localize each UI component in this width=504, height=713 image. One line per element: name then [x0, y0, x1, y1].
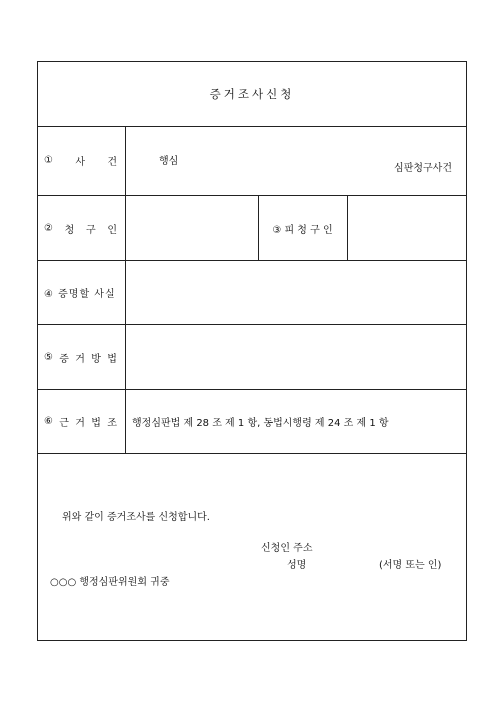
method-label-part-4: 법	[107, 353, 117, 365]
method-label	[38, 325, 126, 389]
case-name: 심판청구사건	[394, 163, 452, 174]
case-row	[38, 126, 466, 196]
declaration-statement: 위와 같이 증거조사를 신청합니다.	[62, 512, 210, 523]
case-label-part-1: 사	[75, 157, 85, 168]
claimant-label-number: ②	[44, 222, 53, 234]
respondent-value[interactable]	[347, 196, 466, 260]
form-title: 증거조사신청	[209, 87, 295, 101]
basis-label-part-1: 근	[59, 418, 69, 429]
respondent-label: ③ 피 청 구 인	[272, 224, 333, 236]
basis-label	[38, 390, 126, 453]
claimant-label-part-3: 인	[107, 224, 117, 236]
case-value[interactable]	[126, 126, 466, 195]
method-label-part-2: 거	[75, 353, 85, 365]
signature-seal-label: (서명 또는 인)	[379, 560, 442, 571]
method-row	[38, 325, 466, 390]
facts-value[interactable]	[126, 261, 466, 324]
case-type: 행심	[159, 156, 179, 167]
case-label	[38, 126, 126, 195]
claimant-label	[38, 196, 126, 260]
claimant-value[interactable]	[126, 196, 258, 260]
form-header	[38, 62, 466, 127]
evidence-request-form	[37, 61, 467, 641]
basis-label-part-2: 거	[75, 418, 85, 429]
method-label-part-3: 방	[91, 353, 101, 365]
basis-value: 행정심판법 제 28 조 제 1 항, 동법시행령 제 24 조 제 1 항	[132, 418, 389, 429]
case-label-number: ①	[44, 155, 53, 166]
method-label-part-1: 증	[59, 353, 69, 365]
basis-row	[38, 390, 466, 454]
claimant-label-part-1: 청	[64, 224, 75, 236]
method-value[interactable]	[126, 325, 466, 389]
case-label-part-2: 건	[107, 157, 117, 168]
facts-label: ④ 증명할 사실	[38, 261, 126, 324]
claimant-label-part-2: 구	[85, 224, 96, 236]
parties-row	[38, 196, 466, 261]
addressee: ○○○ 행정심판위원회 귀중	[50, 577, 170, 588]
facts-row	[38, 261, 466, 325]
applicant-name-label: 성명	[287, 560, 307, 571]
basis-label-part-3: 법	[91, 418, 101, 429]
basis-label-part-4: 조	[107, 418, 117, 429]
applicant-address-label: 신청인 주소	[261, 543, 313, 554]
basis-label-number: ⑥	[44, 416, 53, 427]
method-label-number: ⑤	[44, 351, 53, 363]
